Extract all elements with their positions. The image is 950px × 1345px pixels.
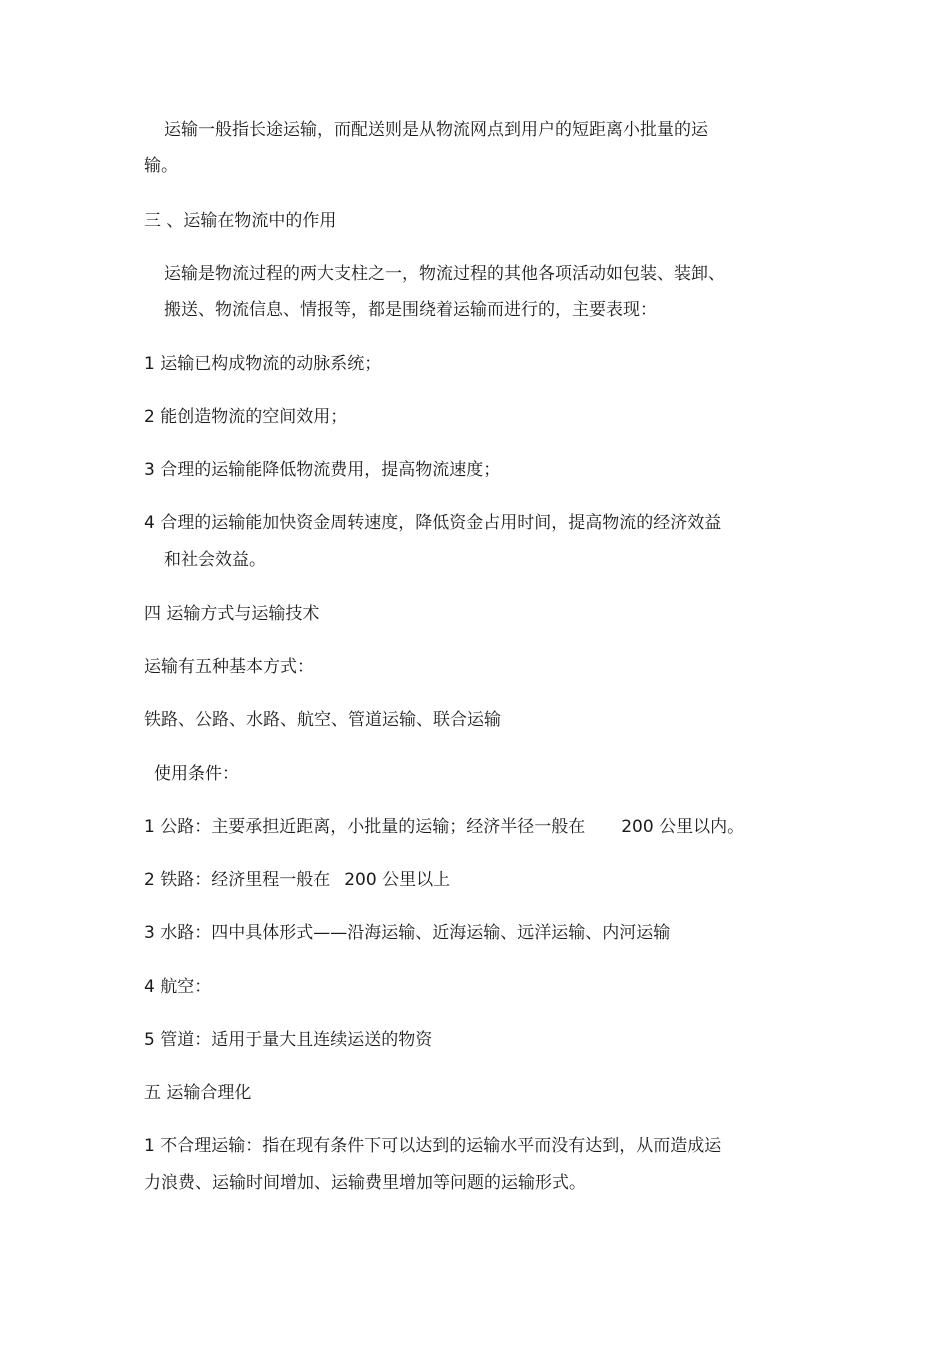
section-heading: 五 运输合理化 [144, 1083, 252, 1103]
paragraph-line: 输。 [144, 156, 178, 176]
paragraph-line: 铁路、公路、水路、航空、管道运输、联合运输 [144, 710, 501, 730]
paragraph-line: 运输一般指长途运输，而配送则是从物流网点到用户的短距离小批量的运 [164, 120, 708, 140]
paragraph-line: 使用条件： [154, 764, 239, 784]
list-item: 2 能创造物流的空间效用； [144, 407, 348, 427]
section-heading: 三 、运输在物流中的作用 [144, 211, 337, 231]
list-item: 3 合理的运输能降低物流费用，提高物流速度； [144, 460, 501, 480]
list-item: 4 合理的运输能加快资金周转速度，降低资金占用时间，提高物流的经济效益 [144, 513, 722, 533]
list-item: 1 不合理运输：指在现有条件下可以达到的运输水平而没有达到，从而造成运 [144, 1136, 722, 1156]
list-item-text: 1 公路：主要承担近距离，小批量的运输；经济半径一般在 [144, 817, 586, 837]
list-item: 3 水路：四中具体形式——沿海运输、近海运输、远洋运输、内河运输 [144, 923, 671, 943]
list-item-value: 200 公里以内。 [621, 817, 745, 837]
section-heading: 四 运输方式与运输技术 [144, 604, 320, 624]
list-item-continuation: 和社会效益。 [164, 550, 266, 570]
paragraph-line: 搬送、物流信息、情报等，都是围绕着运输而进行的，主要表现： [164, 300, 657, 320]
paragraph-line: 运输是物流过程的两大支柱之一，物流过程的其他各项活动如包装、装卸、 [164, 264, 725, 284]
list-item-value: 200 公里以上 [344, 870, 451, 890]
list-item: 1 运输已构成物流的动脉系统； [144, 354, 382, 374]
list-item-continuation: 力浪费、运输时间增加、运输费里增加等问题的运输形式。 [144, 1173, 586, 1193]
list-item [144, 868, 450, 892]
list-item: 5 管道：适用于量大且连续运送的物资 [144, 1030, 433, 1050]
list-item [144, 815, 744, 839]
list-item: 4 航空： [144, 977, 212, 997]
paragraph-line: 运输有五种基本方式： [144, 657, 314, 677]
list-item-text: 2 铁路：经济里程一般在 [144, 870, 331, 890]
